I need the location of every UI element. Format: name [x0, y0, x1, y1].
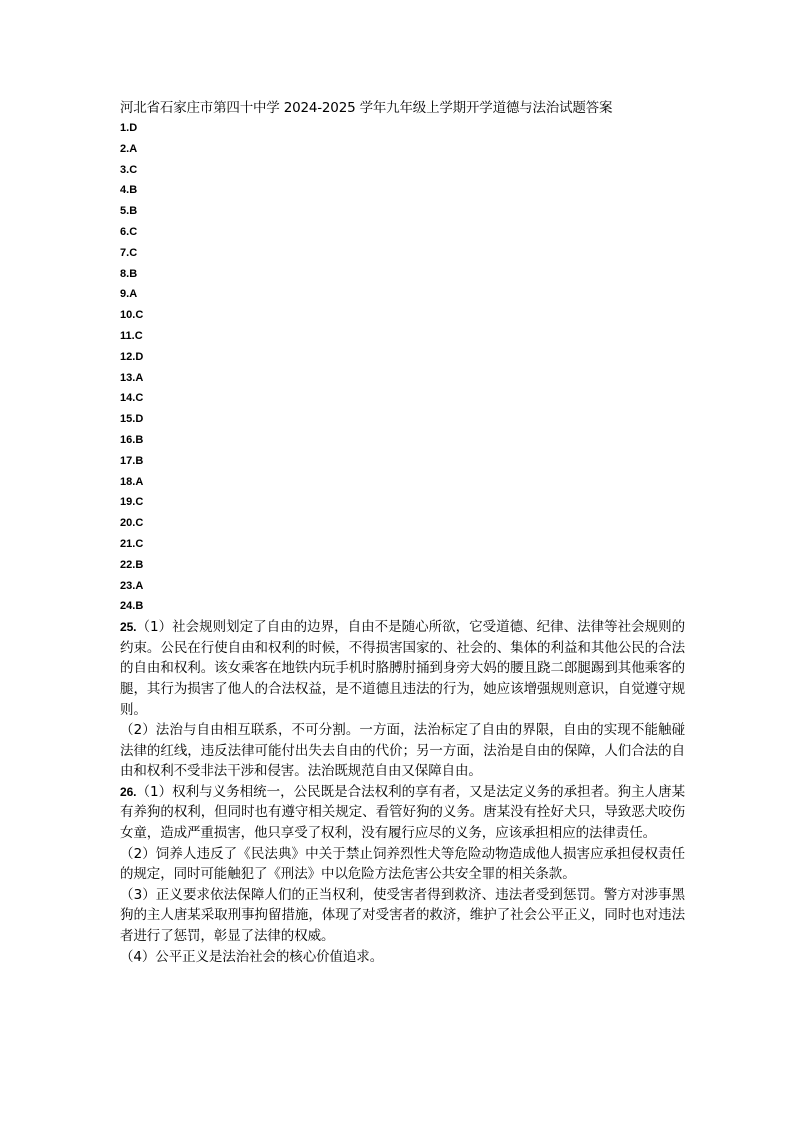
answer-letter: B — [129, 184, 138, 197]
answer-item — [120, 576, 685, 597]
answer-item — [120, 347, 685, 368]
answer-item — [120, 388, 685, 409]
answer-letter: B — [129, 267, 138, 280]
answer-separator: . — [132, 579, 136, 592]
answer-number: 4 — [120, 184, 127, 197]
answer-item — [120, 430, 685, 451]
answer-separator: . — [126, 246, 130, 259]
answer-item — [120, 326, 685, 347]
answer-letter: D — [135, 350, 144, 363]
answer-number: 20 — [120, 517, 133, 530]
answer-item — [120, 284, 685, 305]
answer-letter: D — [129, 122, 138, 134]
answer-item — [120, 118, 685, 139]
q26-part3: （3）正义要求依法保障人们的正当权利，使受害者得到救济、违法者受到惩罚。警方对涉事黑狗的主人唐某采取刑事拘留措施，体现了对受害者的救济，维护了社会公平正义，同时也对违法者进行了惩罚，彰显了法律的权威。 — [120, 886, 685, 945]
answer-item — [120, 243, 685, 264]
answer-item — [120, 409, 685, 430]
q26-number: 26. — [120, 784, 137, 799]
answer-separator: . — [132, 600, 136, 613]
answer-item — [120, 305, 685, 326]
answer-separator: . — [126, 267, 130, 280]
answer-separator: . — [132, 454, 136, 467]
answer-separator: . — [132, 350, 136, 363]
answer-separator: . — [132, 475, 136, 488]
answer-separator: . — [132, 392, 136, 405]
answer-item — [120, 180, 685, 201]
answer-number: 3 — [120, 163, 127, 176]
answer-item — [120, 451, 685, 472]
answer-item — [120, 596, 685, 617]
answer-item — [120, 368, 685, 389]
answer-letter: B — [135, 600, 144, 613]
answer-item — [120, 555, 685, 576]
answer-number: 23 — [120, 579, 133, 592]
answer-number: 17 — [120, 454, 133, 467]
answer-item — [120, 201, 685, 222]
answer-list — [120, 118, 685, 617]
answer-separator: . — [126, 184, 130, 197]
answer-number: 11 — [120, 329, 132, 342]
answer-letter: C — [129, 246, 138, 259]
answer-letter: C — [135, 517, 144, 530]
answer-separator: . — [126, 122, 130, 134]
answer-letter: C — [135, 309, 144, 322]
answer-separator: . — [132, 433, 136, 446]
answer-number: 15 — [120, 413, 133, 426]
answer-letter: A — [135, 371, 144, 384]
answer-letter: C — [135, 496, 144, 509]
q26-part4: （4）公平正义是法治社会的核心价值追求。 — [120, 948, 384, 965]
answer-letter: A — [135, 475, 144, 488]
answer-separator: . — [126, 163, 130, 176]
answer-letter: C — [135, 537, 144, 550]
document-title: 河北省石家庄市第四十中学 2024-2025 学年九年级上学期开学道德与法治试题答案 — [120, 100, 613, 116]
answer-item — [120, 513, 685, 534]
answer-number: 9 — [120, 288, 127, 301]
q26-part2: （2）饲养人违反了《民法典》中关于禁止饲养烈性犬等危险动物造成他人损害应承担侵权责任的规定，同时可能触犯了《刑法》中以危险方法危害公共安全罪的相关条款。 — [120, 845, 685, 883]
answer-item — [120, 534, 685, 555]
answer-number: 22 — [120, 558, 133, 571]
answer-item — [120, 222, 685, 243]
answer-separator: . — [132, 496, 136, 509]
answer-number: 18 — [120, 475, 133, 488]
q25-part1 — [120, 617, 685, 720]
answer-separator: . — [126, 142, 130, 155]
answer-separator: . — [132, 537, 136, 550]
answer-item — [120, 472, 685, 493]
answer-separator: . — [132, 371, 136, 384]
answer-separator: . — [132, 517, 136, 530]
q26-part1 — [120, 782, 685, 844]
answer-separator: . — [132, 558, 136, 571]
answer-number: 1 — [120, 122, 127, 134]
answer-letter: B — [135, 454, 144, 467]
answer-separator: . — [132, 309, 136, 322]
answer-number: 14 — [120, 392, 133, 405]
answer-letter: B — [135, 433, 144, 446]
answer-item — [120, 264, 685, 285]
answer-letter: C — [129, 225, 138, 238]
answer-letter: D — [135, 413, 144, 426]
q26-part1-text: （1）权利与义务相统一，公民既是合法权利的享有者，又是法定义务的承担者。狗主人唐某有养狗的权利，但同时也有遵守相关规定、看管好狗的义务。唐某没有拴好犬只，导致恶犬咬伤女童，造成严重损害，他只享受了权利，没有履行应尽的义务，应该承担相应的法律责任。 — [120, 783, 685, 842]
answer-letter: A — [135, 579, 144, 592]
answer-letter: C — [135, 392, 144, 405]
answer-separator: . — [126, 288, 130, 301]
answer-number: 6 — [120, 225, 127, 238]
q25-part1-text: （1）社会规则划定了自由的边界，自由不是随心所欲，它受道德、纪律、法律等社会规则的约束。公民在行使自由和权利的时候，不得损害国家的、社会的、集体的利益和其他公民的合法的自由和权利。该女乘客在地铁内玩手机时胳膊肘捅到身旁大妈的腰且跷二郎腿踢到其他乘客的腿，其行为损害了他人的合法权益，是不道德且违法的行为，她应该增强规则意识，自觉遵守规则。 — [120, 619, 685, 718]
answer-number: 2 — [120, 142, 127, 155]
answer-item — [120, 139, 685, 160]
answer-separator: . — [132, 413, 136, 426]
answer-number: 5 — [120, 205, 127, 218]
answer-separator: . — [131, 329, 135, 342]
answer-number: 21 — [120, 537, 133, 550]
answer-number: 24 — [120, 600, 133, 613]
answer-number: 16 — [120, 433, 133, 446]
answer-document — [120, 98, 685, 967]
answer-letter: A — [129, 142, 138, 155]
answer-letter: C — [134, 329, 143, 342]
answer-item — [120, 492, 685, 513]
answer-number: 12 — [120, 350, 133, 363]
answer-letter: B — [129, 205, 138, 218]
answer-letter: C — [129, 163, 138, 176]
answer-number: 10 — [120, 309, 133, 322]
q25-part2: （2）法治与自由相互联系，不可分割。一方面，法治标定了自由的界限，自由的实现不能触碰法律的红线，违反法律可能付出失去自由的代价；另一方面，法治是自由的保障，人们合法的自由和权利不受非法干涉和侵害。法治既规范自由又保障自由。 — [120, 722, 685, 780]
answer-item — [120, 160, 685, 181]
answer-number: 13 — [120, 371, 133, 384]
q25-number: 25. — [120, 620, 137, 635]
answer-letter: A — [129, 288, 138, 301]
answer-separator: . — [126, 205, 130, 218]
answer-number: 19 — [120, 496, 133, 509]
answer-separator: . — [126, 225, 130, 238]
answer-letter: B — [135, 558, 144, 571]
answer-number: 8 — [120, 267, 127, 280]
answer-number: 7 — [120, 246, 127, 259]
